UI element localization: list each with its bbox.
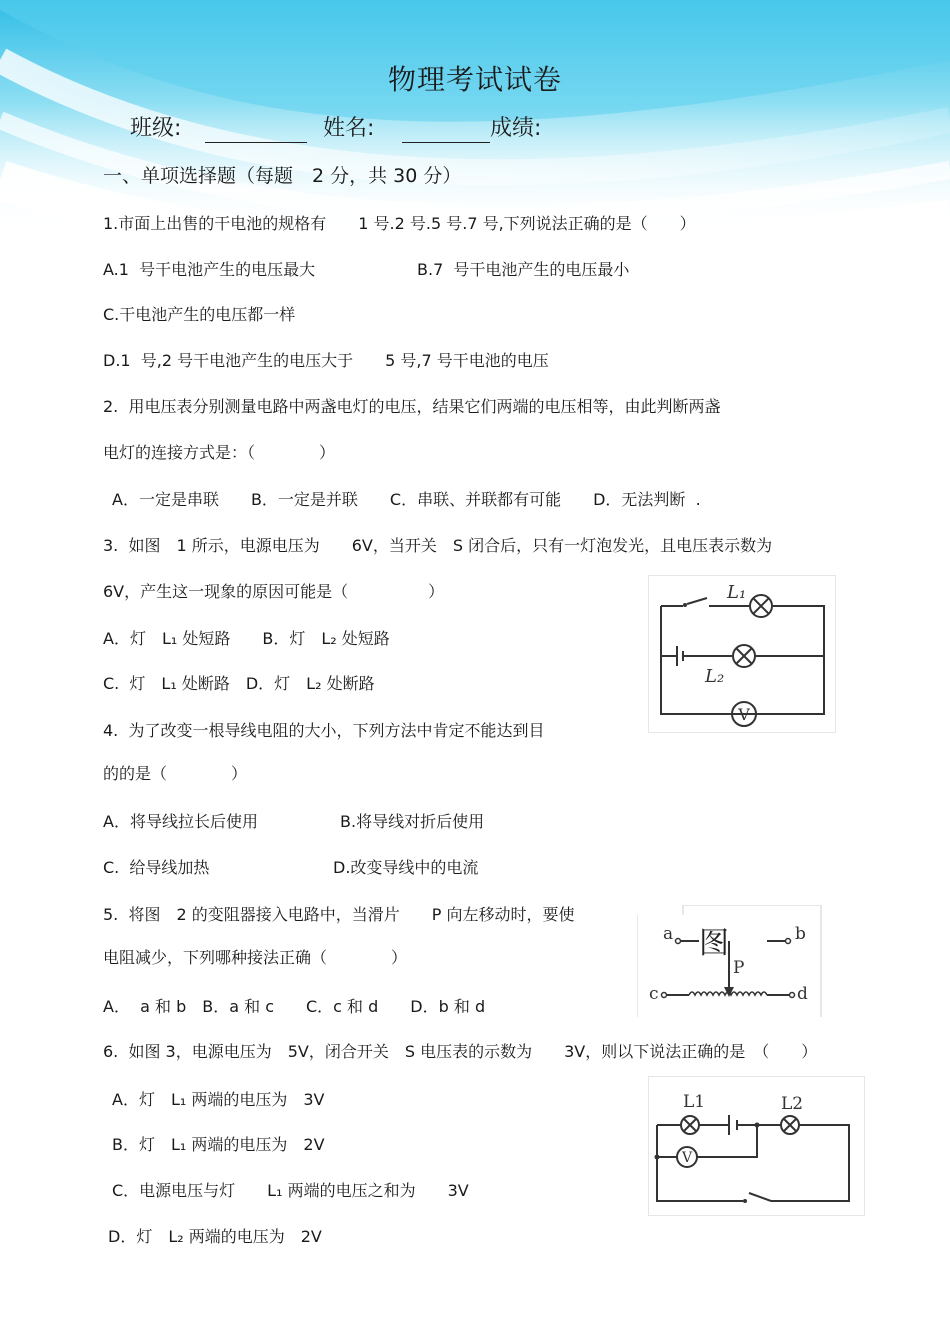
q4-option-c: C. 给导线加热 bbox=[103, 858, 210, 877]
q1-option-a: A.1 号干电池产生的电压最大 bbox=[103, 260, 316, 279]
q5-stem-line2: 电阻减少，下列哪种接法正确（ ） bbox=[103, 948, 408, 967]
section-heading: 一、单项选择题（每题 2 分，共 30 分） bbox=[103, 165, 462, 187]
figure-1-circuit bbox=[648, 575, 836, 733]
q4-stem-line2: 的的是（ ） bbox=[103, 764, 248, 783]
figure-3-circuit bbox=[648, 1076, 865, 1216]
class-label: 班级: bbox=[130, 116, 182, 141]
slider-p-label: P bbox=[733, 958, 745, 978]
figure-2-rheostat bbox=[637, 905, 823, 1017]
name-label: 姓名: bbox=[323, 116, 375, 141]
q6-option-c: C．电源电压与灯 L₁ 两端的电压之和为 3V bbox=[112, 1181, 469, 1200]
page-title: 物理考试试卷 bbox=[387, 63, 562, 96]
figure-2-label: 图 bbox=[699, 926, 729, 961]
q3-stem-line1: 3. 如图 1 所示，电源电压为 6V，当开关 S 闭合后，只有一灯泡发光，且电压表示数为 bbox=[103, 536, 773, 555]
q3-options-cd: C. 灯 L₁ 处断路 D．灯 L₂ 处断路 bbox=[103, 674, 375, 693]
q2-stem-line2: 电灯的连接方式是：（ ） bbox=[103, 443, 336, 462]
lamp-l1-label: L1 bbox=[683, 1092, 706, 1112]
q6-stem: 6. 如图 3，电源电压为 5V，闭合开关 S 电压表的示数为 3V，则以下说法正确的是 （ ） bbox=[103, 1042, 818, 1061]
lamp-l1-label: L₁ bbox=[727, 582, 747, 603]
voltmeter-label: V bbox=[738, 705, 750, 724]
lamp-l2-label: L₂ bbox=[705, 666, 725, 687]
class-field[interactable] bbox=[205, 120, 307, 143]
q4-stem-line1: 4. 为了改变一根导线电阻的大小，下列方法中肯定不能达到目 bbox=[103, 721, 545, 740]
q5-stem-line1: 5. 将图 2 的变阻器接入电路中，当滑片 P 向左移动时，要使 bbox=[103, 905, 575, 924]
q1-stem: 1.市面上出售的干电池的规格有 1 号.2 号.5 号.7 号,下列说法正确的是（ ） bbox=[103, 214, 696, 233]
q3-stem-line2: 6V，产生这一现象的原因可能是（ ） bbox=[103, 582, 445, 601]
voltmeter-label: V bbox=[681, 1150, 693, 1166]
q2-stem-line1: 2. 用电压表分别测量电路中两盏电灯的电压，结果它们两端的电压相等，由此判断两盏 bbox=[103, 397, 721, 416]
q6-option-b: B．灯 L₁ 两端的电压为 2V bbox=[112, 1135, 325, 1154]
score-label: 成绩: bbox=[490, 116, 542, 141]
terminal-d-label: d bbox=[797, 984, 808, 1004]
terminal-a-label: a bbox=[663, 924, 674, 944]
terminal-c-label: c bbox=[649, 984, 659, 1004]
q5-options: A． a 和 b B．a 和 c C．c 和 d D．b 和 d bbox=[103, 997, 486, 1016]
q1-option-c: C.干电池产生的电压都一样 bbox=[103, 305, 296, 324]
q6-option-d: D．灯 L₂ 两端的电压为 2V bbox=[108, 1227, 322, 1246]
q1-option-d: D.1 号,2 号干电池产生的电压大于 5 号,7 号干电池的电压 bbox=[103, 351, 549, 370]
terminal-b-label: b bbox=[795, 924, 806, 944]
name-field[interactable] bbox=[402, 120, 490, 143]
q6-option-a: A．灯 L₁ 两端的电压为 3V bbox=[112, 1090, 325, 1109]
q4-option-d: D.改变导线中的电流 bbox=[333, 858, 479, 877]
q4-option-a: A．将导线拉长后使用 bbox=[103, 812, 258, 831]
q1-option-b: B.7 号干电池产生的电压最小 bbox=[417, 260, 630, 279]
q4-option-b: B.将导线对折后使用 bbox=[340, 812, 485, 831]
q3-options-ab: A．灯 L₁ 处短路 B．灯 L₂ 处短路 bbox=[103, 629, 390, 648]
q2-options: A．一定是串联 B．一定是并联 C．串联、并联都有可能 D．无法判断 . bbox=[112, 490, 701, 509]
lamp-l2-label: L2 bbox=[781, 1094, 804, 1114]
